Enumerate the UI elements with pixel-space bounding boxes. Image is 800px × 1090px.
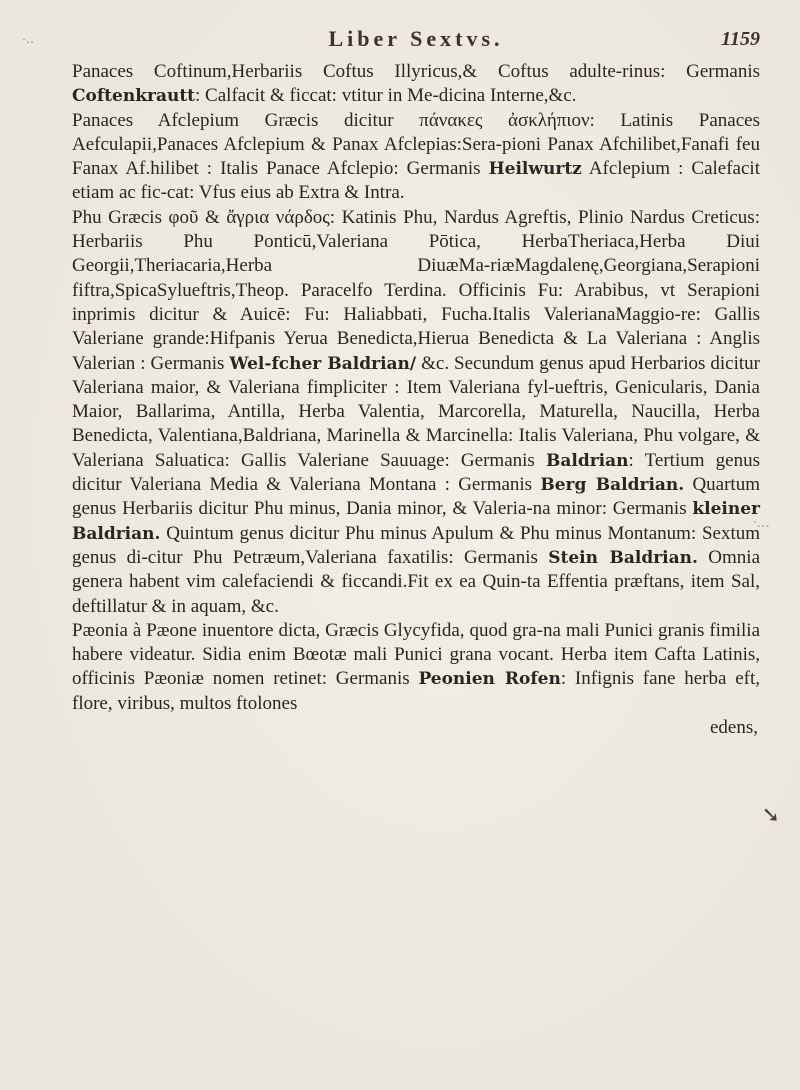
blackletter-term: Stein Baldrian. xyxy=(548,547,698,568)
blackletter-term: Heilwurtz xyxy=(488,159,582,180)
main-text xyxy=(72,60,760,740)
page-header xyxy=(22,18,760,60)
text-run: Pæonia à Pæone inuentore dicta, Græcis Glycyfida, quod gra-na mali Punici granis fimilia habere videatur. Sidia enim Bœotæ mali Punici grana vocant. Herba item Cafta Latinis, officinis Pæoniæ nomen retinet: Germanis xyxy=(72,619,760,690)
text-run: &c. Secundum genus apud Herbarios dicitur Valeriana maior, & Valeriana fimpliciter : Item Valeriana fyl-ueftris, Genicularis, Dania Maior, Ballarima, Antilla, Herba Valentia, Marcorella, Maturella, Naucilla, Herba Benedicta, Valentiana,Baldriana, Marinella & Marcinella: Italis Valeriana, Phu volgare, & Valeriana Saluatica: Gallis Valeriane Sauuage: Germanis xyxy=(72,352,760,471)
text-run: Quartum genus Herbariis dicitur Phu minus, Dania minor, & Valeria-na minor: Germanis xyxy=(72,474,760,520)
paragraph-panaces-costinum xyxy=(72,60,760,109)
corner-mark: ·‥ xyxy=(22,32,34,46)
margin-mark: ·.‥ xyxy=(752,516,770,531)
blackletter-term: Wel-fcher Baldrian/ xyxy=(229,353,417,374)
arrow-mark-icon: ➘ xyxy=(761,802,780,827)
text-run: Afclepium : Calefacit etiam ac fic-cat: Vfus eius ab Extra & Intra. xyxy=(72,158,760,204)
text-run: : Calfacit & ficcat: vtitur in Me-dicina Interne,&c. xyxy=(195,85,577,107)
text-run: Quintum genus dicitur Phu minus Apulum & Phu minus Montanum: Sextum genus di-citur Phu Petræum,Valeriana faxatilis: Germanis xyxy=(72,522,760,568)
blackletter-term: Peonien Rofen xyxy=(418,669,561,690)
running-head: Liber Sextvs. xyxy=(328,26,504,51)
text-run: Omnia genera habent vim calefaciendi & ficcandi.Fit ex ea Quin-ta Effentia præftans, item Sal, deftillatur & in aquam, &c. xyxy=(72,546,761,617)
paragraph-panaces-asclepium xyxy=(72,109,760,206)
text-run: Panaces Afclepium Græcis dicitur πάνακες ἀσκλήπιον: Latinis Panaces Aefculapii,Panaces Afclepium & Panax Afclepias:Sera-pioni Panax Afchilibet,Fanafi feu Fanax Af.hilibet : Italis Panace Afclepio: Germanis xyxy=(72,109,760,180)
blackletter-term: Baldrian xyxy=(545,450,629,471)
text-run: Phu Græcis φοῦ & ἄγρια νάρδος: Katinis Phu, Nardus Agreftis, Plinio Nardus Creticus: Herbariis Phu Ponticū,Valeriana Pōtica, HerbaTheriaca,Herba Diui Georgii,Theriacaria,Herba DiuæMa-riæMagdalenę,Georgiana,Serapioni fiftra,SpicaSylueftris,Theop. Paracelfo Terdina. Officinis Fu: Arabibus, vt Serapioni inprimis dicitur & Auicē: Fu: Haliabbati, Fucha.Italis ValerianaMaggio-re: Gallis Valeriane grande:Hifpanis Yerua Benedicta,Hierua Benedicta & La Valeriana : Anglis Valerian : Germanis xyxy=(72,206,760,374)
paragraph-paeonia xyxy=(72,619,760,716)
blackletter-term: Coftenkrautt xyxy=(72,86,196,107)
paragraph-phu-valeriana xyxy=(72,206,760,619)
text-run: : Tertium genus dicitur Valeriana Media & Valeriana Montana : Germanis xyxy=(72,449,761,496)
catchword: edens, xyxy=(709,717,758,739)
blackletter-term: kleiner Baldrian. xyxy=(72,499,760,544)
text-run: Panaces Coftinum,Herbariis Coftus Illyricus,& Coftus adulte-rinus: Germanis xyxy=(72,61,760,82)
text-run: : Infignis fane herba eft, flore, viribus, multos ftolones xyxy=(72,668,760,714)
blackletter-term: Berg Baldrian. xyxy=(540,475,685,496)
page-number: 1159 xyxy=(721,28,760,50)
